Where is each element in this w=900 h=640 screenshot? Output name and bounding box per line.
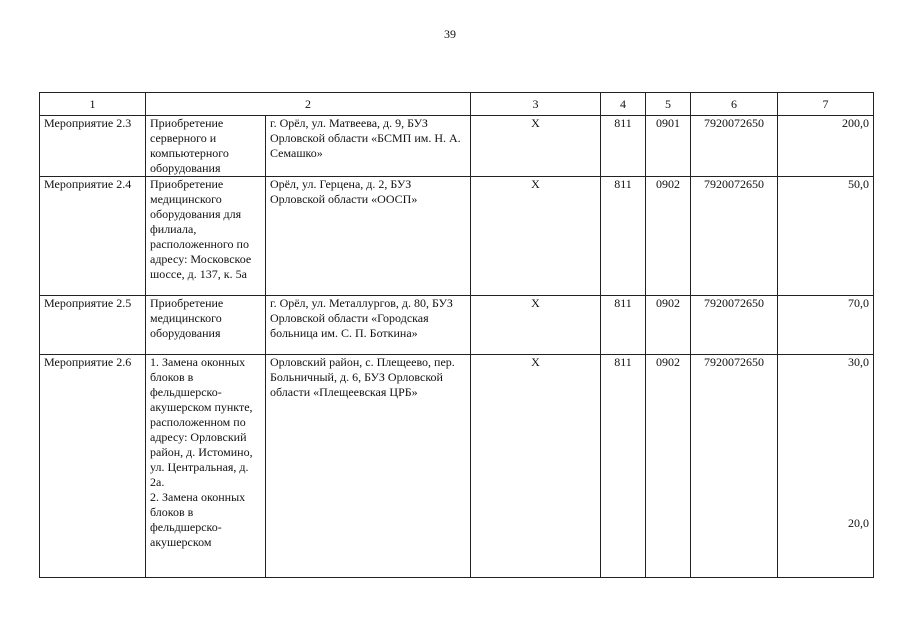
amount-cell: 50,0 — [778, 177, 874, 296]
address-cell: г. Орёл, ул. Металлургов, д. 80, БУЗ Орловской области «Городская больница им. С. П. Боткина» — [266, 296, 471, 355]
col5-cell: 0902 — [646, 296, 691, 355]
event-cell: Мероприятие 2.3 — [40, 116, 146, 177]
event-cell: Мероприятие 2.4 — [40, 177, 146, 296]
amount-cell: 70,0 — [778, 296, 874, 355]
amount-value: 30,0 — [848, 355, 869, 369]
col3-cell: Х — [471, 116, 601, 177]
header-cell: 3 — [471, 93, 601, 116]
header-cell: 5 — [646, 93, 691, 116]
header-cell: 1 — [40, 93, 146, 116]
col6-cell: 7920072650 — [691, 116, 778, 177]
description-item: 1. Замена оконных блоков в фельдшерско-акушерском пункте, расположенном по адресу: Орловский район, д. Истомино, ул. Центральная, д. 2а. — [150, 355, 253, 489]
amount-value: 20,0 — [848, 516, 869, 530]
col6-cell: 7920072650 — [691, 355, 778, 578]
table-row — [40, 296, 874, 355]
col5-cell: 0901 — [646, 116, 691, 177]
address-cell: г. Орёл, ул. Матвеева, д. 9, БУЗ Орловской области «БСМП им. Н. А. Семашко» — [266, 116, 471, 177]
address-cell: Орловский район, с. Плещеево, пер. Больничный, д. 6, БУЗ Орловской области «Плещеевская ЦРБ» — [266, 355, 471, 578]
table-row — [40, 177, 874, 296]
amount-cell: 200,0 — [778, 116, 874, 177]
col4-cell: 811 — [601, 177, 646, 296]
header-cell: 2 — [146, 93, 471, 116]
header-cell: 7 — [778, 93, 874, 116]
col3-cell: Х — [471, 296, 601, 355]
amount-cell — [778, 355, 874, 578]
header-cell: 6 — [691, 93, 778, 116]
col3-cell: Х — [471, 177, 601, 296]
description-item: 2. Замена оконных блоков в фельдшерско-акушерском — [150, 490, 246, 549]
col3-cell: Х — [471, 355, 601, 578]
event-cell: Мероприятие 2.6 — [40, 355, 146, 578]
address-cell: Орёл, ул. Герцена, д. 2, БУЗ Орловской области «ООСП» — [266, 177, 471, 296]
description-cell: Приобретение медицинского оборудования для филиала, расположенного по адресу: Московское шоссе, д. 137, к. 5а — [146, 177, 266, 296]
event-cell: Мероприятие 2.5 — [40, 296, 146, 355]
header-row — [40, 93, 874, 116]
description-cell: Приобретение серверного и компьютерного оборудования — [146, 116, 266, 177]
page-number: 39 — [444, 27, 456, 41]
table-row — [40, 116, 874, 177]
header-cell: 4 — [601, 93, 646, 116]
col5-cell: 0902 — [646, 177, 691, 296]
table-row — [40, 355, 874, 578]
col6-cell: 7920072650 — [691, 296, 778, 355]
col4-cell: 811 — [601, 296, 646, 355]
description-cell: Приобретение медицинского оборудования — [146, 296, 266, 355]
col4-cell: 811 — [601, 355, 646, 578]
col5-cell: 0902 — [646, 355, 691, 578]
col6-cell: 7920072650 — [691, 177, 778, 296]
col4-cell: 811 — [601, 116, 646, 177]
budget-table — [39, 92, 874, 578]
description-cell — [146, 355, 266, 578]
